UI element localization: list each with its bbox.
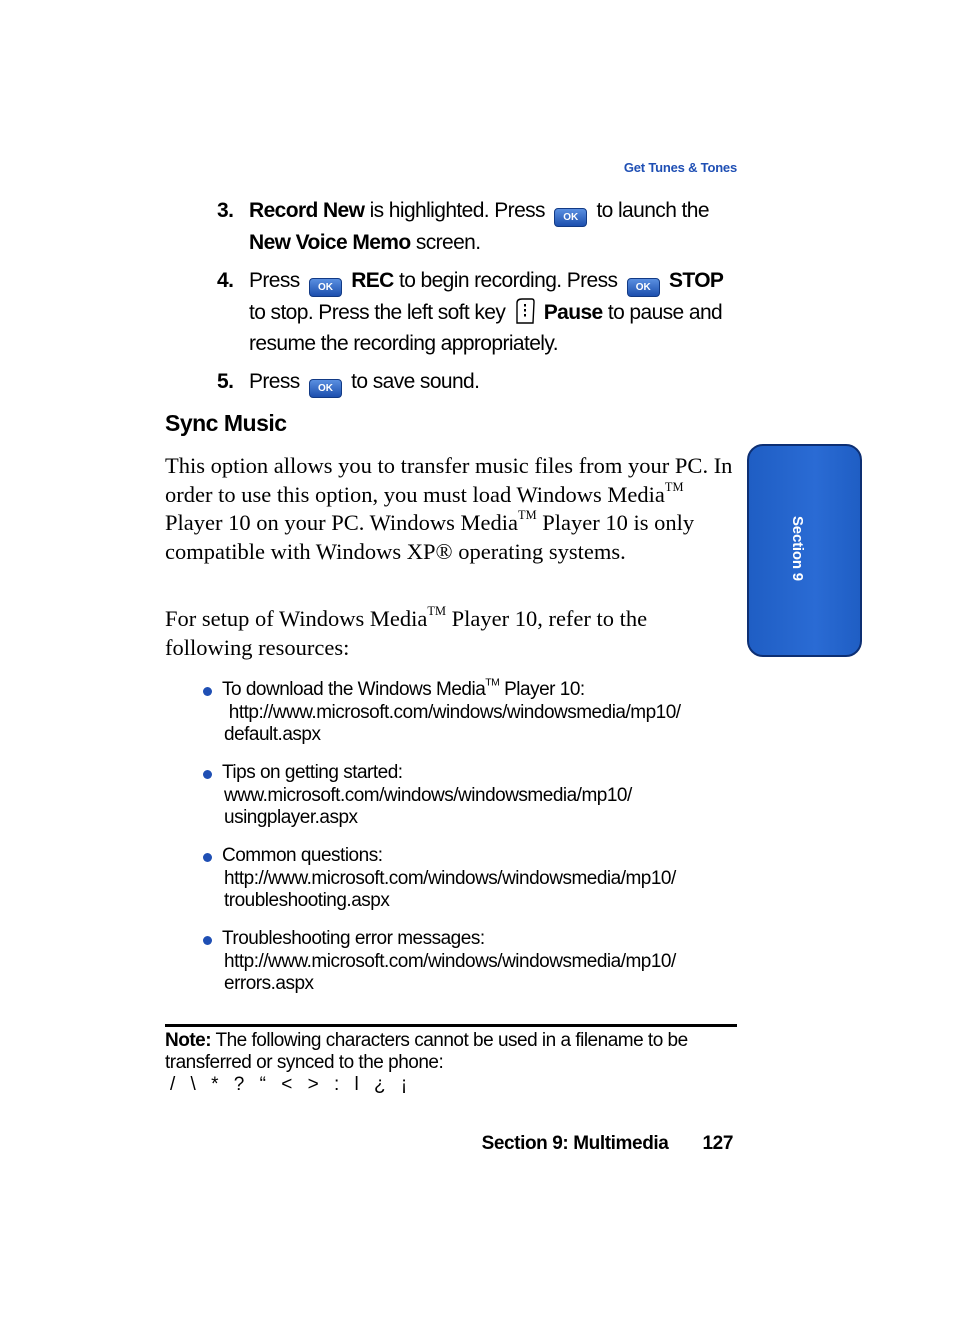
section-tab bbox=[747, 444, 862, 657]
trademark: TM bbox=[518, 507, 537, 522]
label-text: Troubleshooting error messages: bbox=[222, 928, 485, 949]
ok-key-icon: OK bbox=[309, 278, 342, 297]
list-item bbox=[203, 679, 743, 747]
bullet-icon bbox=[203, 687, 212, 696]
bullet-icon bbox=[203, 770, 212, 779]
page-number: 127 bbox=[702, 1133, 733, 1154]
bullet-icon bbox=[203, 936, 212, 945]
ok-key-icon: OK bbox=[627, 278, 660, 297]
sync-paragraph-1 bbox=[165, 452, 735, 566]
step-text: to launch the bbox=[591, 199, 709, 222]
running-head: Get Tunes & Tones bbox=[623, 160, 737, 175]
paragraph-text: Player 10 on your PC. Windows Media bbox=[165, 510, 519, 535]
note-box bbox=[165, 1030, 745, 1096]
list-item-label bbox=[222, 679, 585, 700]
step-4 bbox=[217, 265, 737, 359]
page-footer bbox=[482, 1133, 733, 1155]
trademark: TM bbox=[427, 603, 446, 618]
note-label: Note: bbox=[165, 1030, 212, 1051]
paragraph-text: Player 10 is only compatible with Windows XP® operating systems. bbox=[165, 510, 695, 564]
section-heading: Sync Music bbox=[165, 410, 287, 436]
paragraph-text: For setup of Windows Media bbox=[165, 606, 428, 631]
step-text: is highlighted. Press bbox=[364, 199, 545, 222]
step-number: 5. bbox=[217, 370, 234, 393]
rec-label: REC bbox=[351, 269, 394, 292]
step-5 bbox=[217, 366, 737, 398]
left-soft-key-icon bbox=[514, 297, 536, 325]
footer-section: Section 9: Multimedia bbox=[481, 1133, 669, 1154]
step-3 bbox=[217, 195, 737, 258]
step-number: 3. bbox=[217, 199, 234, 222]
section-tab-label: Section 9 bbox=[789, 516, 806, 581]
resource-url[interactable]: http://www.microsoft.com/windows/windowsmedia/mp10/ troubleshooting.aspx bbox=[224, 867, 676, 911]
label-text: Common questions: bbox=[222, 845, 383, 866]
step-text: to save sound. bbox=[345, 370, 480, 393]
new-voice-memo-label: New Voice Memo bbox=[249, 231, 411, 254]
bullet-icon bbox=[203, 853, 212, 862]
resource-url[interactable]: http://www.microsoft.com/windows/windowsmedia/mp10/ errors.aspx bbox=[224, 950, 676, 994]
forbidden-characters: / \ * ? “ < > : l ¿ ¡ bbox=[170, 1074, 413, 1095]
step-text: to pause and resume the recording appropriately. bbox=[249, 301, 723, 355]
resource-url[interactable]: www.microsoft.com/windows/windowsmedia/mp10/ usingplayer.aspx bbox=[224, 784, 632, 828]
ok-key-icon: OK bbox=[309, 379, 342, 398]
label-text: To download the Windows Media bbox=[222, 679, 486, 700]
step-text: Press bbox=[249, 370, 300, 393]
step-number: 4. bbox=[217, 269, 234, 292]
step-text: screen. bbox=[410, 231, 481, 254]
ok-key-icon: OK bbox=[554, 208, 587, 227]
label-text: Tips on getting started: bbox=[222, 762, 403, 783]
stop-label: STOP bbox=[668, 269, 724, 292]
list-item bbox=[203, 762, 743, 830]
sync-paragraph-2 bbox=[165, 605, 725, 662]
note-divider bbox=[165, 1024, 737, 1027]
resource-url[interactable]: http://www.microsoft.com/windows/windowsmedia/mp10/ default.aspx bbox=[224, 701, 681, 745]
paragraph-text: Player 10, refer to the following resources: bbox=[165, 606, 648, 660]
step-text: to begin recording. Press bbox=[393, 269, 618, 292]
trademark: TM bbox=[485, 677, 500, 689]
trademark: TM bbox=[664, 479, 684, 494]
list-item-label bbox=[222, 762, 403, 783]
paragraph-text: This option allows you to transfer music files from your PC. In order to use this option, you must load Windows Media bbox=[165, 453, 733, 507]
label-text: Player 10: bbox=[499, 679, 585, 700]
list-item bbox=[203, 845, 743, 913]
pause-label: Pause bbox=[543, 301, 603, 324]
step-text: Press bbox=[249, 269, 300, 292]
step-text: to stop. Press the left soft key bbox=[249, 301, 506, 324]
note-text: The following characters cannot be used in a filename to be transferred or synced to the phone: bbox=[165, 1030, 688, 1073]
list-item-label bbox=[222, 928, 485, 949]
list-item bbox=[203, 928, 743, 996]
list-item-label bbox=[222, 845, 382, 866]
record-new-label: Record New bbox=[249, 199, 365, 222]
